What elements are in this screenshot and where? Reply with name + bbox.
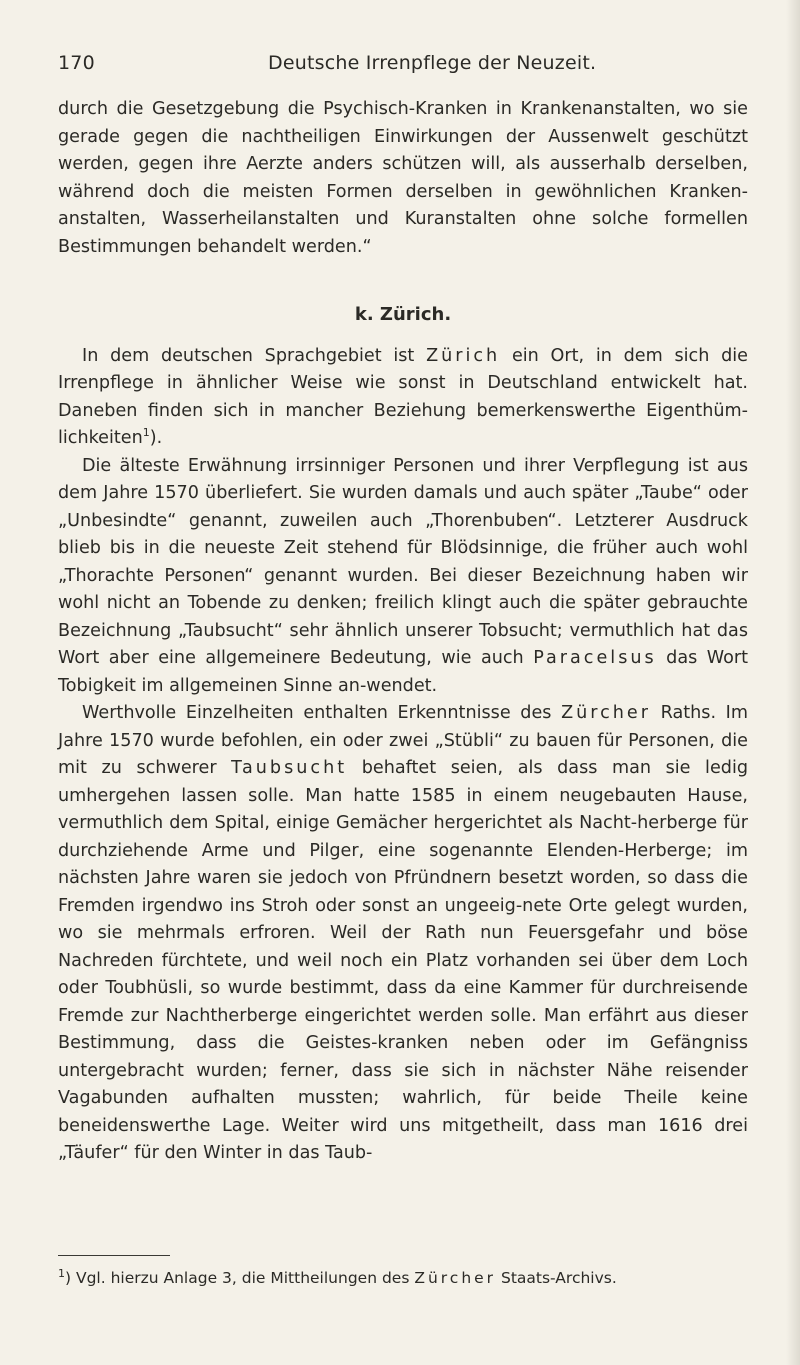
footnote-marker: 1 (58, 1266, 65, 1280)
section-heading: k. Zürich. (354, 304, 452, 325)
name-paracelsus: Paracelsus (533, 648, 657, 668)
place-name-zurich: Zürich (426, 345, 501, 366)
footnote (58, 1267, 748, 1289)
body-text (58, 96, 748, 1168)
page-edge-shadow (786, 0, 800, 1365)
page-number: 170 (58, 52, 95, 74)
paragraph-zurich-intro (58, 343, 748, 453)
word-taubsucht: Taubsucht (231, 758, 348, 778)
footnote-divider (58, 1255, 170, 1256)
word-zuercher: Zürcher (561, 703, 651, 723)
footnote-reference: 1 (142, 426, 150, 440)
intro-paragraph: durch die Gesetzgebung die Psychisch-Kranken in Krankenanstalten, wo sie gerade gegen die nachtheiligen Einwirkungen der Aussenwelt geschützt werden, gegen ihre Aerzte anders schützen will, als ausserhalb derselben, während doch die meisten Formen derselben in gewöhnlichen Kranken-anstalten, Wasserheilanstalten und Kuranstalten ohne solche formellen Bestimmungen behandelt werden.“ (58, 99, 748, 257)
paragraph-text: ein Ort, in dem sich die Irrenpflege in ähnlicher Weise wie sonst in Deutschland entwickelt hat. Daneben finden sich in mancher Beziehung bemerkenswerthe Eigenthüm-lichkeiten (58, 345, 748, 448)
paragraph-text: In dem deutschen Sprachgebiet ist (82, 345, 427, 366)
paragraph-text: das Wort Tobigkeit im allgemeinen Sinne an-wendet. (58, 648, 748, 696)
paragraph-text: Werthvolle Einzelheiten enthalten Erkenntnisse des (82, 703, 562, 723)
word-zuercher: Zürcher (414, 1269, 497, 1287)
running-head (58, 52, 748, 82)
running-title: Deutsche Irrenpflege der Neuzeit. (268, 52, 597, 74)
paragraph-council-records (58, 700, 748, 1168)
paragraph-earliest-mention (58, 453, 748, 701)
paragraph-text: Raths. Im Jahre 1570 wurde befohlen, ein oder zwei „Stübli“ zu bauen für Personen, die mit zu schwerer (58, 703, 748, 778)
paragraph-text: behaftet seien, als dass man sie ledig umhergehen lassen solle. Man hatte 1585 in einem neugebauten Hause, vermuthlich dem Spital, einige Gemächer hergerichtet als Nacht-herberge für durchziehende Arme und Pilger, eine sogenannte Elenden-Herberge; im nächsten Jahre waren sie jedoch von Pfründnern besetzt worden, so dass die Fremden irgendwo ins Stroh oder sonst an ungeeig-nete Orte gelegt wurden, wo sie mehrmals erfroren. Weil der Rath nun Feuersgefahr und böse Nachreden fürchtete, und weil noch ein Platz vorhanden sei über dem Loch oder Toubhüsli, so wurde bestimmt, dass da eine Kammer für durchreisende Fremde zur Nachtherberge eingerichtet werden solle. Man erfährt aus dieser Bestimmung, dass die Geistes-kranken neben oder im Gefängniss untergebracht wurden; ferner, dass sie sich in nächster Nähe reisender Vagabunden aufhalten mussten; wahrlich, für beide Theile keine beneidenswerthe Lage. Weiter wird uns mitgetheilt, dass man 1616 drei „Täufer“ für den Winter in das Taub- (58, 758, 748, 1163)
paragraph-text: ). (149, 428, 163, 448)
paragraph-text: Die älteste Erwähnung irrsinniger Personen und ihrer Verpflegung ist aus dem Jahre 1570 überliefert. Sie wurden damals und auch später „Taube“ oder „Unbesindte“ genannt, zuweilen auch „Thorenbuben“. Letzterer Ausdruck blieb bis in die neueste Zeit stehend für Blödsinnige, die früher auch wohl „Thorachte Personen“ genannt wurden. Bei dieser Bezeichnung haben wir wohl nicht an Tobende zu denken; freilich klingt auch die später gebrauchte Bezeichnung „Taubsucht“ sehr ähnlich unserer Tobsucht; vermuthlich hat das Wort aber eine allgemeinere Bedeutung, wie auch (58, 455, 748, 668)
footnote-text: ) Vgl. hierzu Anlage 3, die Mittheilungen des (65, 1269, 415, 1287)
footnote-text: Staats-Archivs. (496, 1269, 617, 1287)
